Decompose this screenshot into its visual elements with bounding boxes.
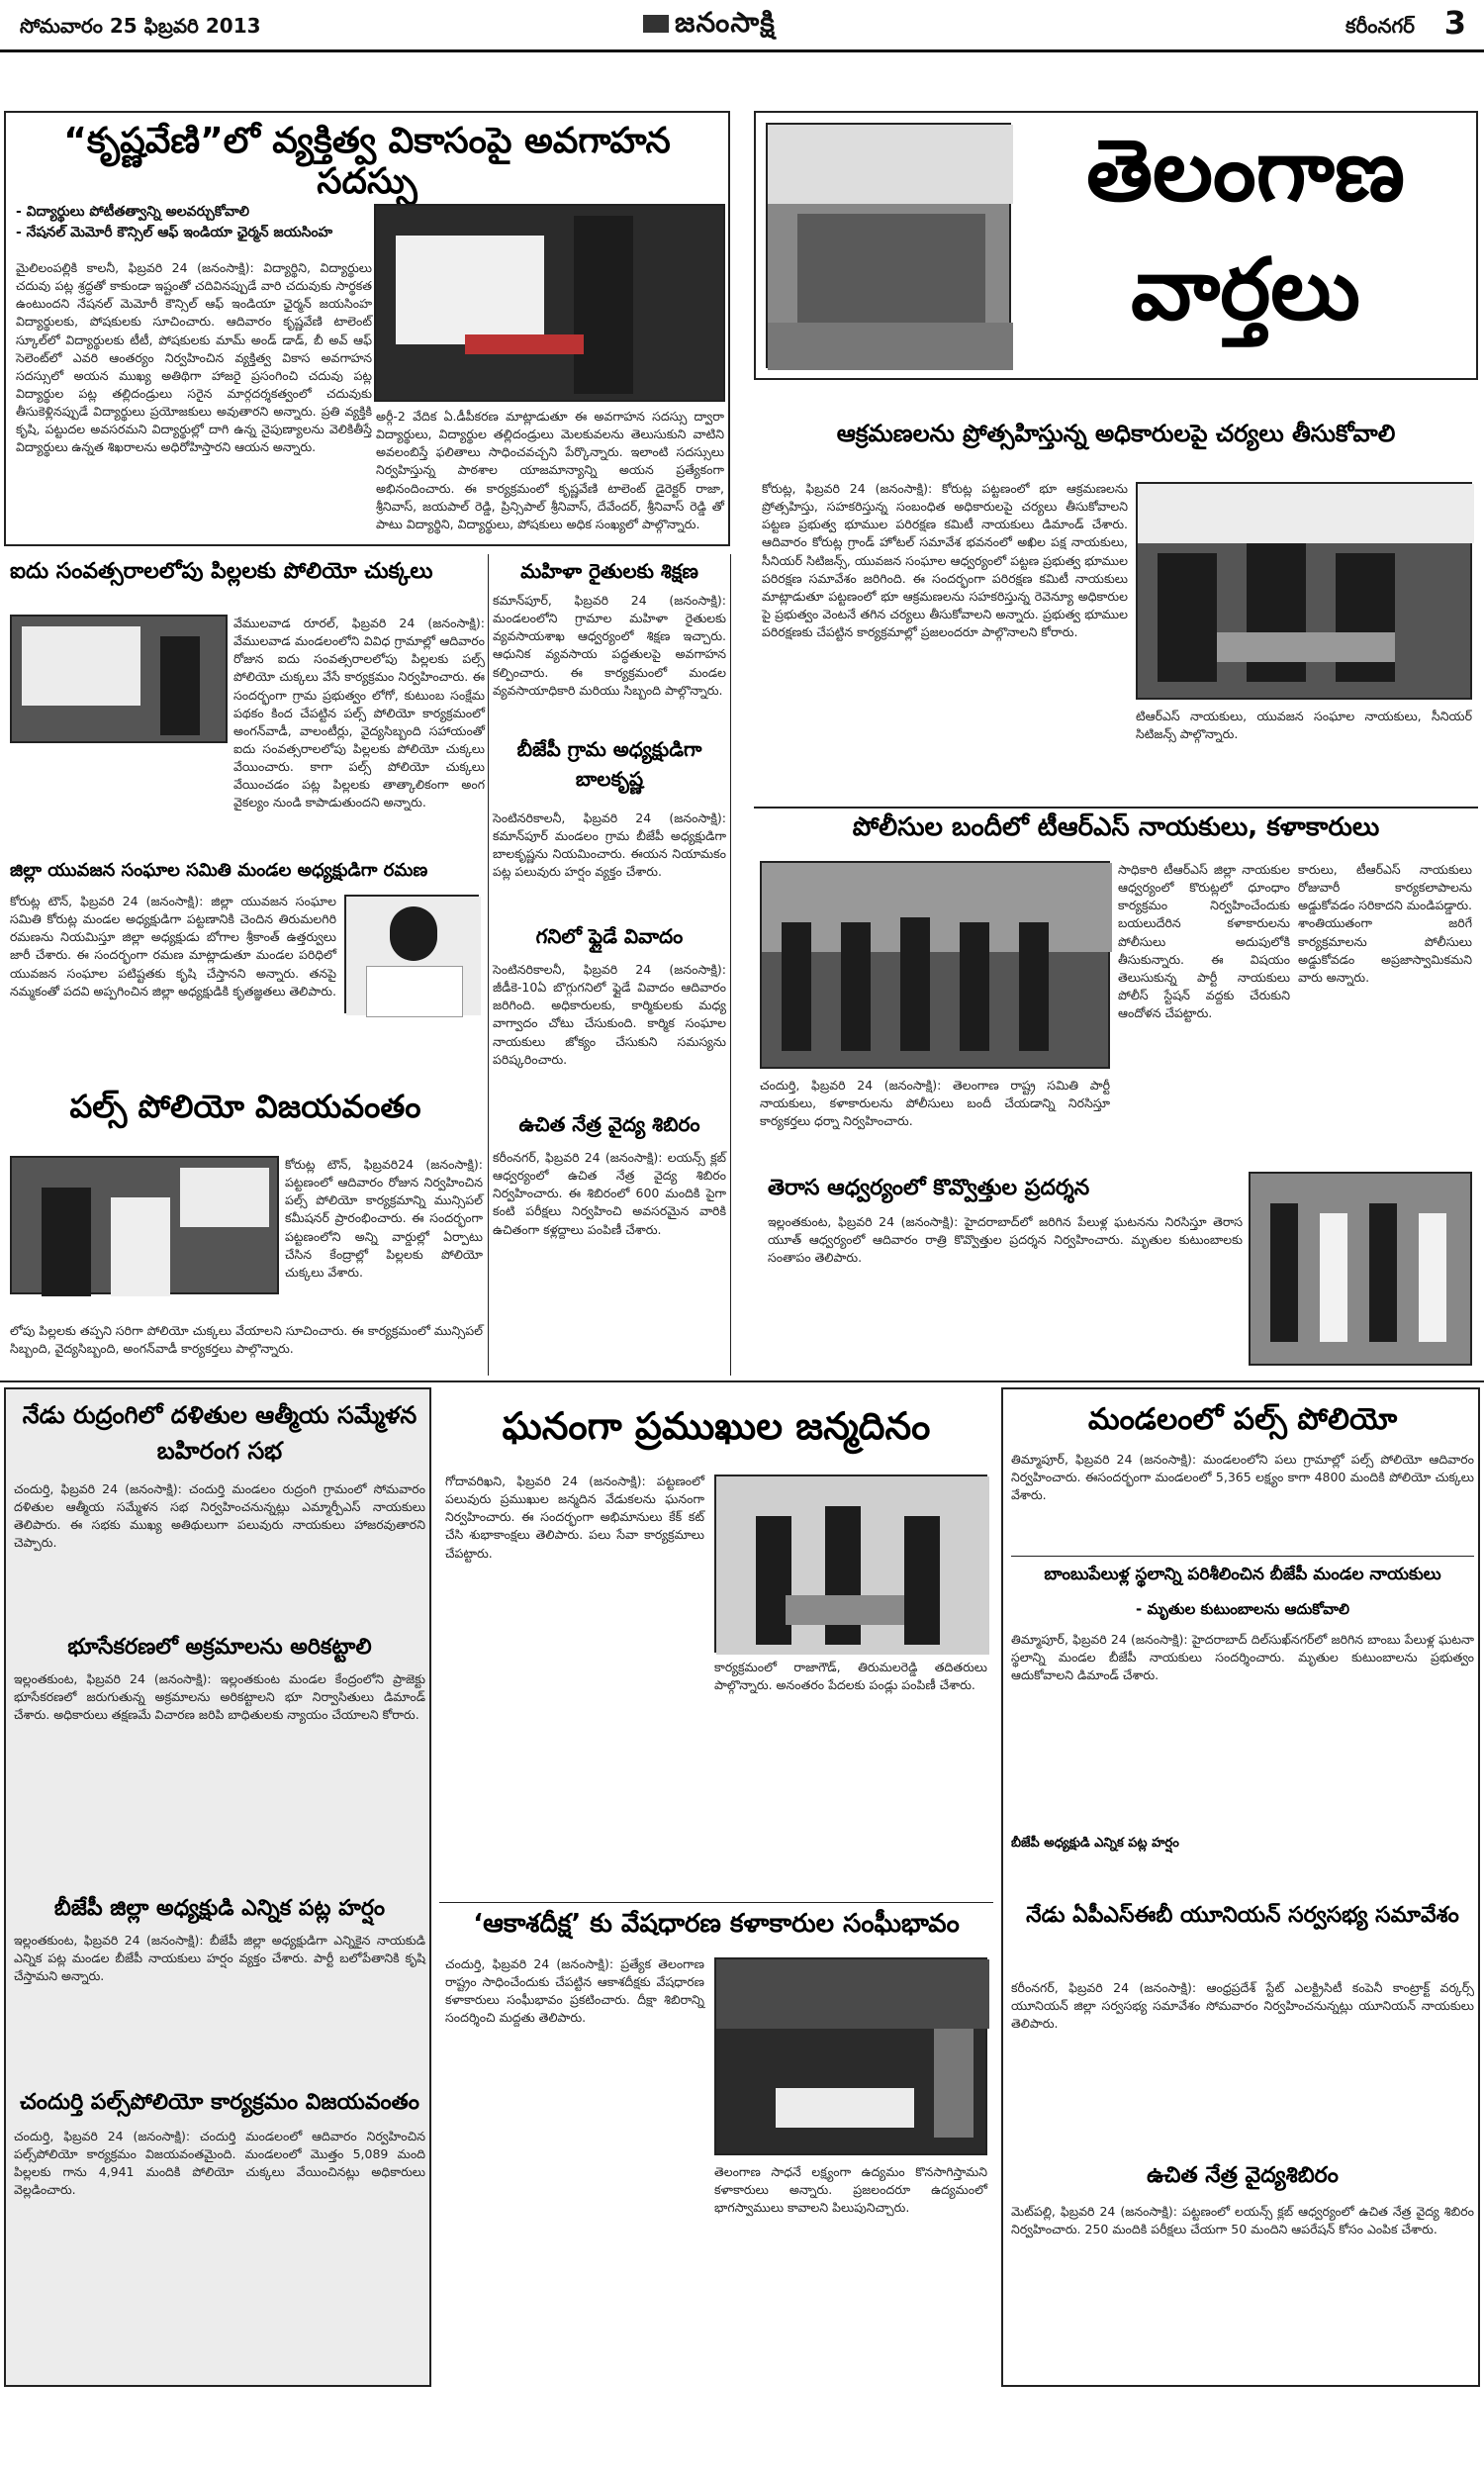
headline: బీజేపీ జిల్లా అధ్యక్షుడి ఎన్నిక పట్ల హర్షం (53, 1896, 386, 1921)
article-attacks (754, 391, 1478, 807)
headline: జిల్లా యువజన సంఘాల సమితి మండల అధ్యక్షుడిగా రమణ (10, 860, 428, 881)
article-akashadeeksha (439, 1904, 993, 2389)
body-text: సెంటినరికాలనీ, ఫిబ్రవరి 24 (జనంసాక్షి): కమాన్‌పూర్ మండలం గ్రామ బీజేపీ అధ్యక్షుడిగా బాలకృష్ణను నియమించారు. ఈయన నియామకం పట్ల పలువురు హర్షం వ్యక్తం చేశారు. (493, 810, 726, 880)
photo-speaker (374, 204, 725, 402)
divider (754, 807, 1478, 809)
article-police-trs (754, 811, 1478, 1148)
article-polio-under5 (4, 559, 487, 896)
headline: బీజేపీ గ్రామ అధ్యక్షుడిగా బాలకృష్ణ (516, 737, 702, 791)
body-text: చందుర్తి, ఫిబ్రవరి 24 (జనంసాక్షి): ప్రత్యేక తెలంగాణ రాష్ట్రం సాధించేందుకు చేపట్టిన ఆకాశదీక్షకు వేషధారణ కళాకారులు సంఘీభావం ప్రకటించారు. దీక్షా శిబిరాన్ని సందర్శించి మద్దతు తెలిపారు. (445, 1956, 704, 2026)
headline: చందుర్తి పల్స్‌పోలియో కార్యక్రమం విజయవంతం (20, 2090, 419, 2115)
bullet-item: - నేషనల్ మెమోరీ కౌన్సిల్ ఆఫ్ ఇండియా ఛైర్మన్ జయసింహ (16, 225, 333, 240)
body-text: గోదావరిఖని, ఫిబ్రవరి 24 (జనంసాక్షి): పట్టణంలో పలువురు ప్రముఖుల జన్మదిన వేడుకలను ఘనంగా నిర్వహించారు. ఈ సందర్భంగా అభిమానులు కేక్ కట్ చేసి శుభాకాంక్షలు తెలిపారు. పలు సేవా కార్యక్రమాలు చేపట్టారు. (445, 1474, 704, 1561)
logo-text: జనంసాక్షి (675, 6, 776, 39)
photo-rally (1249, 1172, 1472, 1366)
issue-date: సోమవారం 25 ఫిబ్రవరి 2013 (20, 14, 261, 38)
article-pulse-success (4, 1089, 487, 1376)
body-text: అర్గీ-2 వేదిక ఏ.డీపీకరణ మాట్లాడుతూ ఈ అవగాహన సదస్సు ద్వారా విద్యార్థులు, విద్యార్థుల తల్లిదండ్రులు మెలకువలను తెలుసుకుని వాటిని అవలంబిస్తే ఫలితాలు సాధించవచ్చని పేర్కొన్నారు. ఇలాంటి సదస్సులు నిర్వహిస్తున్న పాఠశాల యాజమాన్యాన్ని అయన ప్రత్యేకంగా అభినందించారు. ఈ కార్యక్రమంలో కృష్ణవేణి టాలెంట్ డైరెక్టర్ రాజా, శ్రీనివాస్, జయపాల్ రెడ్డి, ప్రిన్సిపాల్ శ్రీనివాస్, దేవేందర్, శ్రీనివాస్ రెడ్డి తో పాటు విద్యార్థిని, విద్యార్థులు, పోషకులు అధిక సంఖ్యలో పాల్గొన్నారు. (376, 409, 724, 531)
article-candle-rally (754, 1168, 1478, 1376)
divider (439, 1902, 993, 1903)
body-text: కారులు, టీఆర్ఎస్ నాయకులు రోజువారీ కార్యకలాపాలను అడ్డుకోవడం సరికాదని మండిపడ్డారు. శాంతియుతంగా జరిగే కార్యక్రమాలను పోలీసులు అడ్డుకోవడం అప్రజాస్వామికమని వారు అన్నారు. (1298, 862, 1472, 985)
article-ganili (493, 925, 726, 1094)
article-bjp-president (493, 734, 726, 918)
body-text: మైలిలంపల్లికి కాలనీ, ఫిబ్రవరి 24 (జనంసాక్షి): విద్యార్థిని, విద్యార్థులు చదువు పట్ల శ్రద్ధతో కాకుండా ఇష్టంతో చదివినప్పుడే వారి చదువుకు సార్థకత ఉంటుందని నేషనల్ మెమోరీ కౌన్సిల్ ఆఫ్ ఇండియా ఛైర్మన్ జయసింహ విద్యార్థులకు, పోషకులకు సూచించారు. ఆదివారం కృష్ణవేణి టాలెంట్ స్కూల్‌లో విద్యార్థులకు టీటీ, పోషకులకు మామ్ అండ్ డాడ్, బీ అవ్ ఆఫ్ సెలెంట్‌లో ఎవరి ఆంతర్యం నిర్వహించిన వ్యక్తిత్వ వికాస అవగాహన సదస్సులో అయన ముఖ్య అతిథిగా హాజరై ప్రసంగించి చదువు పట్ల విద్యార్థుల పట్ల తల్లిదండ్రులు సరైన మార్గదర్శకత్వంలో చదువుకు తీసుకెళ్లినప్పుడే విద్యార్థులు ప్రయోజకులు అవుతారని అన్నారు. ప్రతి వ్యక్తికి కృషి, పట్టుదల అవసరమని విద్యార్థుల్లో దాగి ఉన్న నైపుణ్యాలను వెలికితీస్తే విద్యార్థులు ఉన్నత శిఖరాలను అధిరోహిస్తారని ఆయన అన్నారు. (16, 260, 372, 455)
headline: బాంబుపేలుళ్ల స్థలాన్ని పరిశీలించిన బీజేపీ మండల నాయకులు (1044, 1565, 1441, 1584)
body-text: వేములవాడ రూరల్, ఫిబ్రవరి 24 (జనంసాక్షి): వేములవాడ మండలంలోని వివిధ గ్రామాల్లో ఆదివారం రోజున ఐదు సంవత్సరాలలోపు పిల్లలకు పల్స్ పోలియో చుక్కలు వేసే కార్యక్రమం నిర్వహించారు. ఈ సందర్భంగా గ్రామ ప్రభుత్వం లోగో, కుటుంబ సంక్షేమ పథకం కింద చేపట్టిన పల్స్ పోలియో కార్యక్రమంలో అంగన్‌వాడీ, వాలంటీర్లు, వైద్యసిబ్బంది సహాయంతో ఐదు సంవత్సరాలలోపు పిల్లలకు పోలియో చుక్కలు వేయించారు. కాగా పల్స్ పోలియో చుక్కలు వేయించడం పట్ల పిల్లలకు తాత్కాలికంగా అంగ వైకల్యం నుండి కాపాడుతుందని అన్నారు. (233, 616, 485, 810)
sidebar-right (1001, 1387, 1480, 2387)
body-text: కోరుట్ల టౌన్, ఫిబ్రవరి24 (జనంసాక్షి): పట్టణంలో ఆదివారం రోజున నిర్వహించిన పల్స్ పోలియో కార్యక్రమాన్ని మున్సిపల్ కమీషనర్ ప్రారంభించారు. ఈ సందర్భంగా పట్టణంలోని అన్ని వార్డుల్లో ఏర్పాటు చేసిన కేంద్రాల్లో పిల్లలకు పోలియో చుక్కలు వేశారు. (285, 1157, 483, 1280)
article-krishnaveni (4, 111, 730, 546)
headline: ఐదు సంవత్సరాలలోపు పిల్లలకు పోలియో చుక్కలు (10, 559, 433, 584)
photo-ramana (344, 895, 479, 1013)
body-text: చందుర్తి, ఫిబ్రవరి 24 (జనంసాక్షి): చందుర్తి మండలంలో ఆదివారం నిర్వహించిన పల్స్‌పోలియో కార్యక్రమం విజయవంతమైంది. మండలంలో మొత్తం 5,089 మంది పిల్లలకు గాను 4,941 మందికి పోలియో చుక్కలు వేయించినట్లు అధికారులు వెల్లడించారు. (14, 2129, 425, 2198)
headline: నేడు ఏపీఎస్ఈబీ యూనియన్ సర్వసభ్య సమావేశం (1026, 1903, 1459, 1928)
body-text: ఇల్లంతకుంట, ఫిబ్రవరి 24 (జనంసాక్షి): హైదరాబాద్‌లో జరిగిన పేలుళ్ల ఘటనను నిరసిస్తూ తెరాస యూత్ ఆధ్వర్యంలో ఆదివారం రాత్రి కొవ్వొత్తుల ప్రదర్శన నిర్వహించారు. మృతుల కుటుంబాలకు సంతాపం తెలిపారు. (768, 1214, 1243, 1266)
headline: ఘనంగా ప్రముఖుల జన్మదినం (502, 1404, 931, 1448)
photo-polio-drops (10, 1156, 279, 1294)
body-text: సెంటినరికాలనీ, ఫిబ్రవరి 24 (జనంసాక్షి): జీడీకె-10ఏ బొగ్గుగనిలో ఫ్లైడే వివాదం ఆదివారం జరిగింది. అధికారులకు, కార్మికులకు మధ్య వాగ్వాదం చోటు చేసుకుంది. కార్మిక సంఘాల నాయకులు జోక్యం చేసుకుని సమస్యను పరిష్కరించారు. (493, 962, 726, 1067)
divider (0, 1380, 1484, 1382)
photo-fort (766, 123, 1011, 368)
headline: భూసేకరణలో అక్రమాలను అరికట్టాలి (67, 1635, 372, 1660)
newspaper-logo (643, 6, 776, 46)
headline: పల్స్ పోలియో విజయవంతం (69, 1088, 421, 1125)
body-text: లోపు పిల్లలకు తప్పని సరిగా పోలియో చుక్కలు వేయాలని సూచించారు. ఈ కార్యక్రమంలో మున్సిపల్ సిబ్బంది, వైద్యసిబ్బంది, అంగన్‌వాడీ కార్యకర్తలు పాల్గొన్నారు. (10, 1323, 483, 1357)
photo-deeksha-camp (714, 1957, 987, 2155)
body-text: సాధికారి టీఆర్ఎస్ జిల్లా నాయకుల ఆధ్వర్యంలో కొరుట్లలో ధూంధాం కార్యక్రమం నిర్వహించేందుకు బయలుదేరిన కళాకారులను పోలీసులు అదుపులోకి తీసుకున్నారు. ఈ విషయం తెలుసుకున్న పార్టీ నాయకులు పోలీస్ స్టేషన్ వద్దకు చేరుకుని ఆందోళన చేపట్టారు. (1118, 862, 1290, 1020)
divider (1011, 1556, 1474, 1557)
headline: మండలంలో పల్స్ పోలియో (1087, 1402, 1398, 1437)
body-text: తిమ్మాపూర్, ఫిబ్రవరి 24 (జనంసాక్షి): మండలంలోని పలు గ్రామాల్లో పల్స్ పోలియో ఆదివారం నిర్వహించారు. ఈసందర్భంగా మండలంలో 5,365 లక్ష్యం కాగా 4800 మందికి పోలియో చుక్కలు వేశారు. (1011, 1452, 1474, 1503)
bullet-list (16, 202, 372, 243)
sidebar-left (4, 1387, 431, 2387)
body-text: తెలంగాణ సాధనే లక్ష్యంగా ఉద్యమం కొనసాగిస్తామని కళాకారులు అన్నారు. ప్రజలందరూ ఉద్యమంలో భాగస్వాములు కావాలని పిలుపునిచ్చారు. (714, 2164, 987, 2216)
photo-polio-booth (10, 615, 228, 743)
page-number: 3 (1443, 4, 1466, 42)
headline: ‘ఆకాశదీక్ష’ కు వేషధారణ కళాకారుల సంఘీభావం (473, 1909, 960, 1939)
body-text: కరీంనగర్, ఫిబ్రవరి 24 (జనంసాక్షి): లయన్స్ క్లబ్ ఆధ్వర్యంలో ఉచిత నేత్ర వైద్య శిబిరం నిర్వహించారు. ఈ శిబిరంలో 600 మందికి పైగా కంటి పరీక్షలు నిర్వహించి అవసరమైన వారికి ఉచితంగా కళ్లద్దాలు పంపిణీ చేశారు. (493, 1150, 726, 1237)
body-text: చందుర్తి, ఫిబ్రవరి 24 (జనంసాక్షి): చందుర్తి మండలం రుద్రంగి గ్రామంలో సోమవారం దళితుల ఆత్మీయ సమ్మేళన సభ నిర్వహించనున్నట్లు ఎమ్మార్పీఎస్ నాయకులు తెలిపారు. ఈ సభకు ముఖ్య అతిథులుగా పలువురు నాయకులు హాజరవుతారని చెప్పారు. (14, 1481, 425, 1551)
subheadline: బీజేపీ అధ్యక్షుడి ఎన్నిక పట్ల హర్షం (1011, 1836, 1179, 1851)
flag-icon (643, 15, 669, 33)
body-text: చందుర్తి, ఫిబ్రవరి 24 (జనంసాక్షి): తెలంగాణ రాష్ట్ర సమితి పార్టీ నాయకులు, కళాకారులను పోలీసులు బందీ చేయడాన్ని నిరసిస్తూ కార్యకర్తలు ధర్నా నిర్వహించారు. (760, 1078, 1110, 1129)
banner-line-1: తెలంగాణ (1086, 122, 1405, 221)
headline: గనిలో ఫ్లైడే వివాదం (535, 924, 684, 948)
article-eye-camp-1 (493, 1113, 726, 1376)
photo-protest (760, 861, 1110, 1069)
body-text: కమాన్‌పూర్, ఫిబ్రవరి 24 (జనంసాక్షి): మండలంలోని గ్రామాల మహిళా రైతులకు వ్యవసాయశాఖ ఆధ్వర్యంలో శిక్షణ ఇచ్చారు. ఆధునిక వ్యవసాయ పద్ధతులపై అవగాహన కల్పించారు. ఈ కార్యక్రమంలో మండల వ్యవసాయాధికారి మరియు సిబ్బంది పాల్గొన్నారు. (493, 593, 726, 698)
article-birthday (439, 1389, 993, 1904)
article-youth (4, 861, 487, 1089)
headline: ఉచిత నేత్ర వైద్య శిబిరం (518, 1112, 700, 1136)
body-text: కరీంనగర్, ఫిబ్రవరి 24 (జనంసాక్షి): ఆంధ్రప్రదేశ్ స్టేట్ ఎలక్ట్రిసిటీ కంపెనీ కాంట్రాక్ట్ వర్కర్స్ యూనియన్ జిల్లా సర్వసభ్య సమావేశం సోమవారం నిర్వహించనున్నట్లు యూనియన్ నాయకులు తెలిపారు. (1011, 1980, 1474, 2032)
region-name: కరీంనగర్ (1345, 14, 1415, 38)
body-text: కోరుట్ల, ఫిబ్రవరి 24 (జనంసాక్షి): కోరుట్ల పట్టణంలో భూ ఆక్రమణలను ప్రోత్సహిస్తు, సహకరిస్తున్న సంబంధిత అధికారులపై చర్యలు తీసుకోవాలని పట్టణ ప్రభుత్వ భూముల పరిరక్షణ కమిటీ నాయకులు డిమాండ్ చేశారు. ఆదివారం కోరుట్ల గ్రాండ్ హోటల్ సమావేశ భవనంలో అఖిల పక్ష నాయకులు, సీనియర్ సిటిజన్స్, యువజన సంఘాల ఆధ్వర్యంలో పట్టణ ప్రభుత్వ భూముల పరిరక్షణ సమావేశం జరిగింది. ఈ సందర్భంగా పరిరక్షణ కమిటీ నాయకులు మాట్లాడుతూ పట్టణంలో భూ ఆక్రమణలను సహకరిస్తున్న రెవెన్యూ అధికారుల పై ప్రభుత్వం వెంటనే తగిన చర్యలు తీసుకోవాలని అన్నారు. ప్రభుత్వ భూముల పరిరక్షణకు చేపట్టిన కార్యక్రమాల్లో ప్రజలందరూ పాల్గొనాలని కోరారు. (762, 481, 1128, 639)
headline: నేడు రుద్రంగిలో దళితుల ఆత్మీయ సమ్మేళన బహిరంగ సభ (22, 1401, 417, 1465)
bullet-item: - విద్యార్థులు పోటీతత్వాన్ని అలవర్చుకోవాలి (16, 204, 250, 220)
body-text: కోరుట్ల టౌన్, ఫిబ్రవరి 24 (జనంసాక్షి): జిల్లా యువజన సంఘాల సమితి కోరుట్ల మండల అధ్యక్షుడిగా పట్టణానికి చెందిన తిరుమలగిరి రమణను నియమిస్తూ జిల్లా అధ్యక్షుడు బోగాల శ్రీకాంత్ ఉత్తర్వులు జారీ చేశారు. ఈ సందర్భంగా రమణ మాట్లాడుతూ మండల పరిధిలో యువజన సంఘాల పటిష్టతకు కృషి చేస్తానని అన్నారు. తనపై నమ్మకంతో పదవి అప్పగించిన జిల్లా అధ్యక్షుడికి కృతజ్ఞతలు తెలిపారు. (10, 894, 336, 999)
body-text: తిమ్మాపూర్, ఫిబ్రవరి 24 (జనంసాక్షి): హైదరాబాద్ దిల్‌సుఖ్‌నగర్‌లో జరిగిన బాంబు పేలుళ్ల ఘటనా స్థలాన్ని మండల బీజేపీ నాయకులు సందర్శించారు. మృతుల కుటుంబాలను ప్రభుత్వం ఆదుకోవాలని డిమాండ్ చేశారు. (1011, 1632, 1474, 1683)
article-women-farmers (493, 560, 726, 730)
photo-cake-cutting (714, 1475, 987, 1653)
headline: తెరాస ఆధ్వర్యంలో కొవ్వొత్తుల ప్రదర్శన (768, 1176, 1090, 1200)
body-text: కార్యక్రమంలో రాజాగౌడ్, తిరుమలరెడ్డి తదితరులు పాల్గొన్నారు. అనంతరం పేదలకు పండ్లు పంపిణీ చేశారు. (714, 1660, 987, 1693)
masthead (0, 0, 1484, 52)
headline: పోలీసుల బందీలో టీఆర్ఎస్ నాయకులు, కళాకారులు (852, 812, 1380, 842)
banner-line-2: వార్తలు (1131, 240, 1360, 339)
section-banner (754, 111, 1478, 380)
photo-caption: టిఆర్ఎస్ నాయకులు, యువజన సంఘాల నాయకులు, సీనియర్ సిటిజన్స్ పాల్గొన్నారు. (1136, 709, 1472, 742)
body-text: ఇల్లంతకుంట, ఫిబ్రవరి 24 (జనంసాక్షి): బీజేపీ జిల్లా అధ్యక్షుడిగా ఎన్నికైన నాయకుడి ఎన్నిక పట్ల మండల బీజేపీ నాయకులు హర్షం వ్యక్తం చేశారు. పార్టీ బలోపేతానికి కృషి చేస్తామని అన్నారు. (14, 1933, 425, 1984)
column-divider (488, 554, 489, 1376)
column-divider (730, 554, 731, 1376)
subheadline: - మృతుల కుటుంబాలను ఆదుకోవాలి (1136, 1600, 1349, 1618)
headline: ఆక్రమణలను ప్రోత్సహిస్తున్న అధికారులపై చర్యలు తీసుకోవాలి (836, 420, 1396, 447)
body-text: మెట్‌పల్లి, ఫిబ్రవరి 24 (జనంసాక్షి): పట్టణంలో లయన్స్ క్లబ్ ఆధ్వర్యంలో ఉచిత నేత్ర వైద్య శిబిరం నిర్వహించారు. 250 మందికి పరీక్షలు చేయగా 50 మందిని ఆపరేషన్ కోసం ఎంపిక చేశారు. (1011, 2204, 1474, 2237)
headline: “కృష్ణవేణి”లో వ్యక్తిత్వ వికాసంపై అవగాహన సదస్సు (63, 121, 671, 203)
headline: ఉచిత నేత్ర వైద్యశిబిరం (1147, 2163, 1339, 2188)
headline: మహిళా రైతులకు శిక్షణ (520, 559, 698, 583)
photo-meeting (1136, 482, 1472, 700)
body-text: ఇల్లంతకుంట, ఫిబ్రవరి 24 (జనంసాక్షి): ఇల్లంతకుంట మండల కేంద్రంలోని ప్రాజెక్టు భూసేకరణలో జరుగుతున్న అక్రమాలను అరికట్టాలని భూ నిర్వాసితులు డిమాండ్ చేశారు. అధికారులు తక్షణమే విచారణ జరిపి బాధితులకు న్యాయం చేయాలని కోరారు. (14, 1671, 425, 1723)
